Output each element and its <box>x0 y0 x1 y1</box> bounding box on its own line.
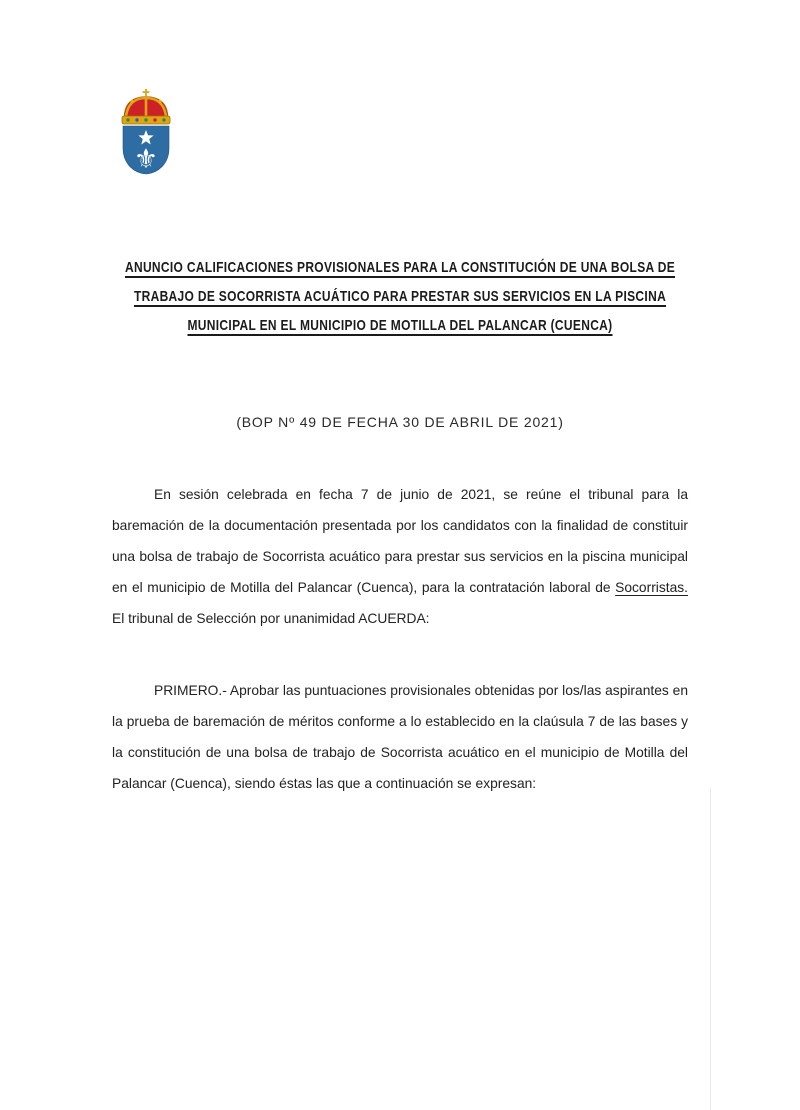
underlined-term-socorristas: Socorristas. <box>615 580 688 595</box>
crown-pearl <box>130 100 133 103</box>
crown-pearl <box>158 100 161 103</box>
paragraph-session-post: El tribunal de Selección por unanimidad ACUERDA: <box>112 611 430 626</box>
title-line-3: MUNICIPAL EN EL MUNICIPIO DE MOTILLA DEL PALANCAR (CUENCA) <box>187 317 613 334</box>
crown-icon <box>122 89 170 124</box>
coat-of-arms <box>116 88 176 178</box>
crown-jewel <box>144 118 147 121</box>
crown-cross-bar-icon <box>143 91 150 93</box>
crown-jewel <box>135 118 138 121</box>
shield <box>123 126 169 175</box>
document-title <box>0 253 800 340</box>
fleur-de-lis-icon: ⚜ <box>133 144 159 175</box>
bop-reference: (BOP Nº 49 DE FECHA 30 DE ABRIL DE 2021) <box>236 414 564 430</box>
crown-jewel <box>162 118 165 121</box>
title-line-1: ANUNCIO CALIFICACIONES PROVISIONALES PARA LA CONSTITUCIÓN DE UNA BOLSA DE <box>124 259 676 276</box>
paragraph-primero: PRIMERO.- Aprobar las puntuaciones provisionales obtenidas por los/las aspirantes en la prueba de baremación de méritos conforme a lo establecido en la claúsula 7 de las bases y la constitución de una bolsa de trabajo de Socorrista acuático en el municipio de Motilla del Palancar (Cuenca), siendo éstas las que a continuación se expresan: <box>112 683 688 791</box>
crown-jewel <box>153 118 156 121</box>
scan-artifact-line <box>710 788 711 1110</box>
paragraph-session-pre: En sesión celebrada en fecha 7 de junio de 2021, se reúne el tribunal para la baremación de la documentación presentada por los candidatos con la finalidad de constituir una bolsa de trabajo de Socorrista acuático para prestar sus servicios en la piscina municipal en el municipio de Motilla del Palancar (Cuenca), para la contratación laboral de <box>112 487 688 595</box>
title-line-2: TRABAJO DE SOCORRISTA ACUÁTICO PARA PRESTAR SUS SERVICIOS EN LA PISCINA <box>133 288 667 305</box>
paragraph-session <box>112 479 688 634</box>
crown-jewel <box>126 118 129 121</box>
